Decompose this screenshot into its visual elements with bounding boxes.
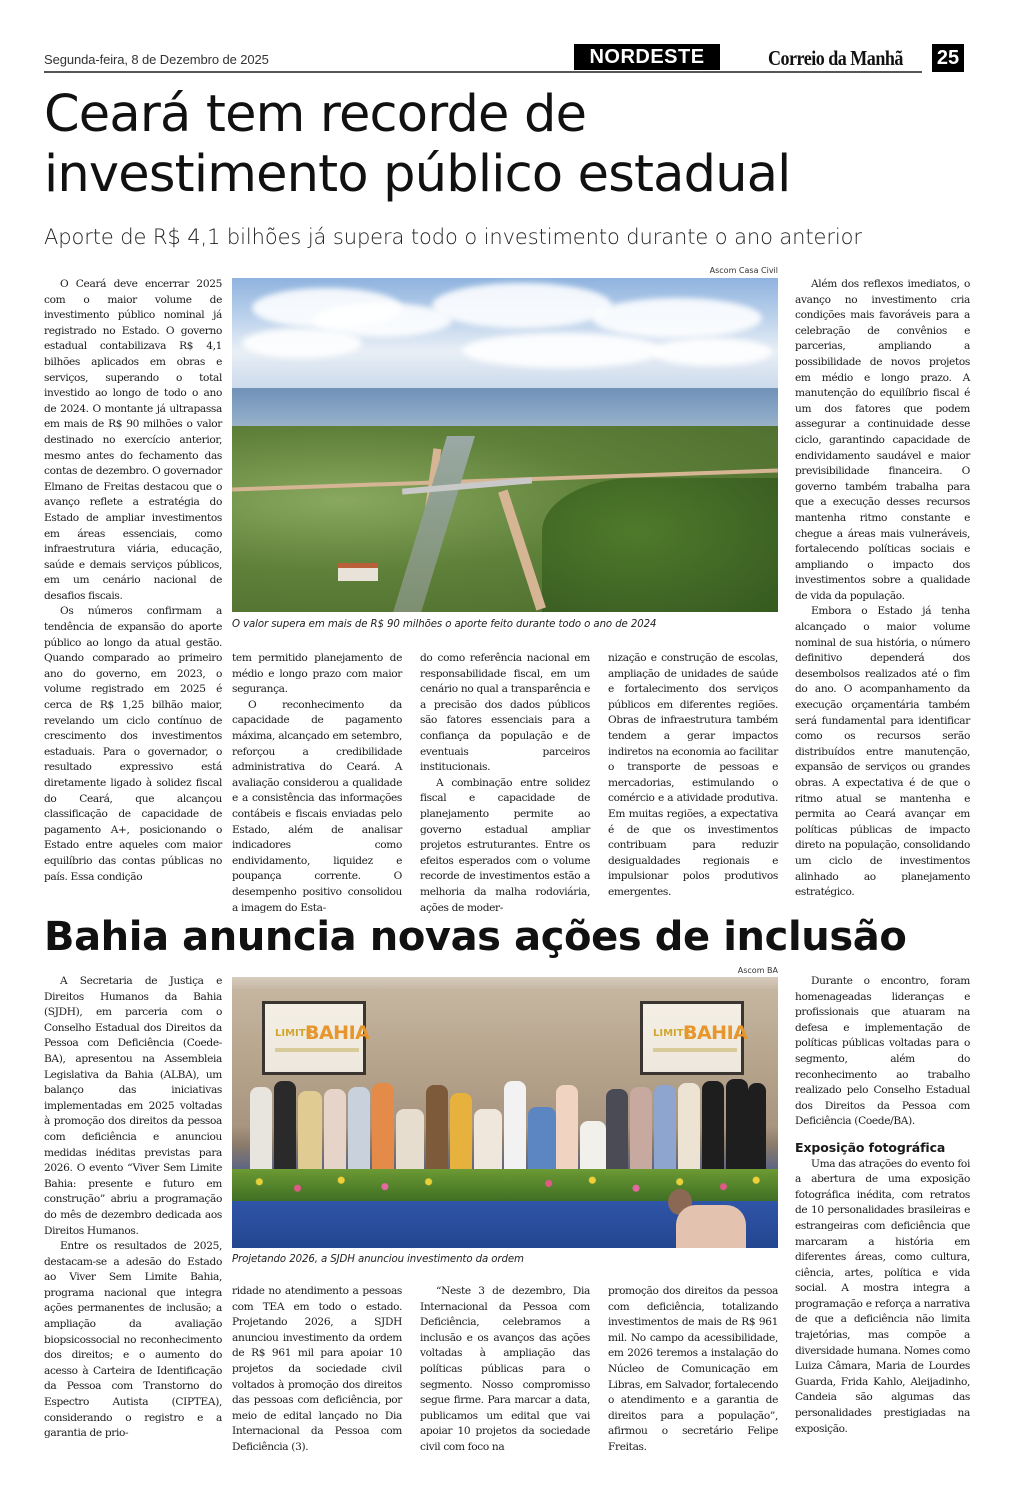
paragraph: A combinação entre solidez fiscal e capacidade de planejamento permite ao governo estadual ampliar projetos estruturantes. Entre os efeitos esperados com o volume recorde de investimentos estão a melhoria da malha rodoviária, ações de moder- <box>420 776 590 914</box>
headline-line-2: investimento público estadual <box>44 145 791 204</box>
event-screen-left: LIMITE BAHIA <box>262 1001 366 1075</box>
article1-column-1 <box>44 277 222 885</box>
group-photo-event <box>232 977 778 1248</box>
paragraph: Entre os resultados de 2025, destacam-se a adesão do Estado ao Viver Sem Limite Bahia, programa nacional que integra ações permanentes de inclusão; a ampliação da avaliação biopsicossocial no reconhecimento dos direitos; e o aumento do acesso à Carteira de Identificação da Pessoa com Transtorno do Espectro Autista (CIPTEA), considerando o registro e a garantia de prio- <box>44 1240 222 1440</box>
article1-headline <box>44 85 964 205</box>
paragraph: Durante o encontro, foram homenageadas lideranças e profissionais que atuaram na defesa e implementação de políticas públicas voltadas para o segmento, além do reconhecimento ao trabalho realizado pelo Conselho Estadual dos Direitos da Pessoa com Deficiência (Coede/BA). <box>795 975 970 1128</box>
event-screen-right: LIMITE BAHIA <box>640 1001 744 1075</box>
article1-column-4 <box>608 651 778 901</box>
headline-line-1: Ceará tem recorde de <box>44 85 587 144</box>
article1-column-5 <box>795 277 970 901</box>
subheading-exposicao: Exposição fotográfica <box>795 1139 946 1155</box>
article1-column-3 <box>420 651 590 916</box>
paragraph: do como referência nacional em responsabilidade fiscal, em um cenário no qual a transparência e a precisão dos dados públicos são fatores essenciais para a confiança da população e de eventuais parceiros institucionais. <box>420 652 590 774</box>
article2-column-2 <box>232 1284 402 1456</box>
paragraph: A Secretaria de Justiça e Direitos Humanos da Bahia (SJDH), em parceria com o Conselho Estadual dos Direitos da Pessoa com Deficiência (Coede-BA), apresentou na Assembleia Legislativa da Bahia (ALBA), um balanço das iniciativas implementadas em 2025 voltadas à promoção dos direitos da pessoa com deficiência e anunciou medidas inéditas previstas para 2026. O evento “Viver Sem Limite Bahia: presente e futuro em construção” abriu a programação do mês de dezembro dedicada aos Direitos Humanos. <box>44 975 222 1237</box>
section-label: NORDESTE <box>574 44 720 70</box>
flower-arrangement <box>232 1169 778 1201</box>
paragraph: tem permitido planejamento de médio e longo prazo com maior segurança. <box>232 652 402 696</box>
article2-column-5 <box>795 974 970 1437</box>
paragraph: promoção dos direitos da pessoa com deficiência, totalizando investimentos de mais de R$ 961 mil. No campo da acessibilidade, em 2026 teremos a instalação do Núcleo de Comunicação em Libras, em Salvador, fortalecendo o atendimento e a garantia de direitos para a população”, afirmou o secretário Felipe Freitas. <box>608 1285 778 1453</box>
paragraph: nização e construção de escolas, ampliação de unidades de saúde e fortalecimento dos serviços públicos em diferentes regiões. Obras de infraestrutura também tendem a gerar impactos indiretos na economia ao facilitar o transporte de pessoas e mercadorias, estimulando o comércio e a atividade produtiva. Em muitas regiões, a expectativa é de que os investimentos contribuam para reduzir desigualdades regionais e impulsionar polos produtivos emergentes. <box>608 652 778 898</box>
photo-caption: Projetando 2026, a SJDH anunciou investimento da ordem <box>232 1254 524 1265</box>
paragraph: Embora o Estado já tenha alcançado o maior volume nominal de sua história, o número definitivo dependerá dos desembolsos realizados até o fim do ano. O acompanhamento da execução orçamentária também será fundamental para identificar como os recursos serão distribuídos entre manutenção, expansão de serviços ou grandes obras. A expectativa é de que o ritmo atual se mantenha e permita ao Ceará avançar em políticas públicas de impacto direto na população, consolidando um ciclo de investimentos alinhado ao planejamento estratégico. <box>795 605 970 899</box>
paragraph: Uma das atrações do evento foi a abertura de uma exposição fotográfica inédita, com retratos de 10 personalidades brasileiras e estrangeiras com deficiência que marcaram a história em diferentes áreas, como cultura, ciência, artes, política e vida social. A mostra integra a programação e reforça a narrativa de que a deficiência não limita trajetórias, mas compõe a diversidade humana. Nomes como Luiza Câmara, Maria de Lourdes Guarda, Frida Kahlo, Aleijadinho, Candeia são algumas das personalidades prestigiadas na exposição. <box>795 1157 970 1435</box>
group-of-people <box>250 1073 765 1173</box>
article2-column-3 <box>420 1284 590 1456</box>
photographer-figure <box>676 1205 746 1248</box>
paragraph: Os números confirmam a tendência de expansão do aporte público ao longo da atual gestão. Quando comparado ao primeiro ano do governo, em 2023, o volume registrado em 2025 é cerca de R$ 1,25 bilhão maior, revelando um ciclo contínuo de crescimento dos investimentos estaduais. Para o governador, o resultado expressivo está diretamente ligado à solidez fiscal do Ceará, que alcançou classificação de capacidade de pagamento A+, posicionando o Estado entre aqueles com maior equilíbrio das contas públicas no país. Essa condição <box>44 605 222 883</box>
article1-column-2 <box>232 651 402 916</box>
article2-headline: Bahia anuncia novas ações de inclusão <box>44 914 907 960</box>
paragraph: ridade no atendimento a pessoas com TEA em todo o estado. Projetando 2026, a SJDH anunciou investimento da ordem de R$ 961 mil para apoiar 10 projetos da sociedade civil voltados à promoção dos direitos das pessoas com deficiência, por meio de edital lançado no Dia Internacional da Pessoa com Deficiência (3). <box>232 1285 402 1453</box>
article2-column-1 <box>44 974 222 1442</box>
photo-credit: Ascom BA <box>737 966 778 975</box>
page-header <box>44 44 966 72</box>
paragraph: “Neste 3 de dezembro, Dia Internacional da Pessoa com Deficiência, celebramos a inclusão e os avanços das ações voltadas à ampliação das políticas públicas para o segmento. Nosso compromisso segue firme. Para marcar a data, publicamos um edital que vai apoiar 10 projetos da sociedade civil com foco na <box>420 1285 590 1453</box>
article2-column-4 <box>608 1284 778 1456</box>
page-number: 25 <box>932 44 964 72</box>
issue-date: Segunda-feira, 8 de Dezembro de 2025 <box>44 52 269 67</box>
paragraph: Além dos reflexos imediatos, o avanço no investimento cria condições mais favoráveis para a celebração de convênios e parcerias, ampliando a possibilidade de novos projetos em médio e longo prazo. A manutenção do equilíbrio fiscal é um dos fatores que podem assegurar a continuidade desse ciclo, garantindo capacidade de endividamento saudável e maior previsibilidade financeira. O governo também trabalha para que a execução desses recursos mantenha ritmo constante e chegue a áreas mais vulneráveis, fortalecendo políticas sociais e ampliando o impacto dos investimentos sobre a qualidade de vida da população. <box>795 278 970 602</box>
aerial-photo-canal <box>232 278 778 612</box>
article1-subhead: Aporte de R$ 4,1 bilhões já supera todo o investimento durante o ano anterior <box>44 225 862 249</box>
paragraph: O Ceará deve encerrar 2025 com o maior volume de investimento público nominal já registrado no Estado. O governo estadual contabilizava R$ 4,1 bilhões aplicados em obras e serviços, superando o total investido ao longo de todo o ano de 2024. O montante já ultrapassa em mais de R$ 90 milhões o valor destinado no exercício anterior, mesmo antes do fechamento das contas de dezembro. O governador Elmano de Freitas destacou que o avanço reflete a estratégia do Estado de ampliar investimentos em áreas essenciais, como infraestrutura viária, educação, saúde e demais serviços públicos, em um cenário nacional de desafios fiscais. <box>44 278 222 602</box>
photo-caption: O valor supera em mais de R$ 90 milhões o aporte feito durante todo o ano de 2024 <box>232 619 657 630</box>
paragraph: O reconhecimento da capacidade de pagamento máxima, alcançado em setembro, reforçou a credibilidade administrativa do Ceará. A avaliação considerou a qualidade e a consistência das informações contábeis e fiscais enviadas pelo Estado, além de analisar indicadores como endividamento, liquidez e poupança corrente. O desempenho positivo consolidou a imagem do Esta- <box>232 698 402 914</box>
newspaper-logo: Correio da Manhã <box>768 46 903 70</box>
header-rule <box>44 71 922 73</box>
photo-credit: Ascom Casa Civil <box>709 266 778 275</box>
